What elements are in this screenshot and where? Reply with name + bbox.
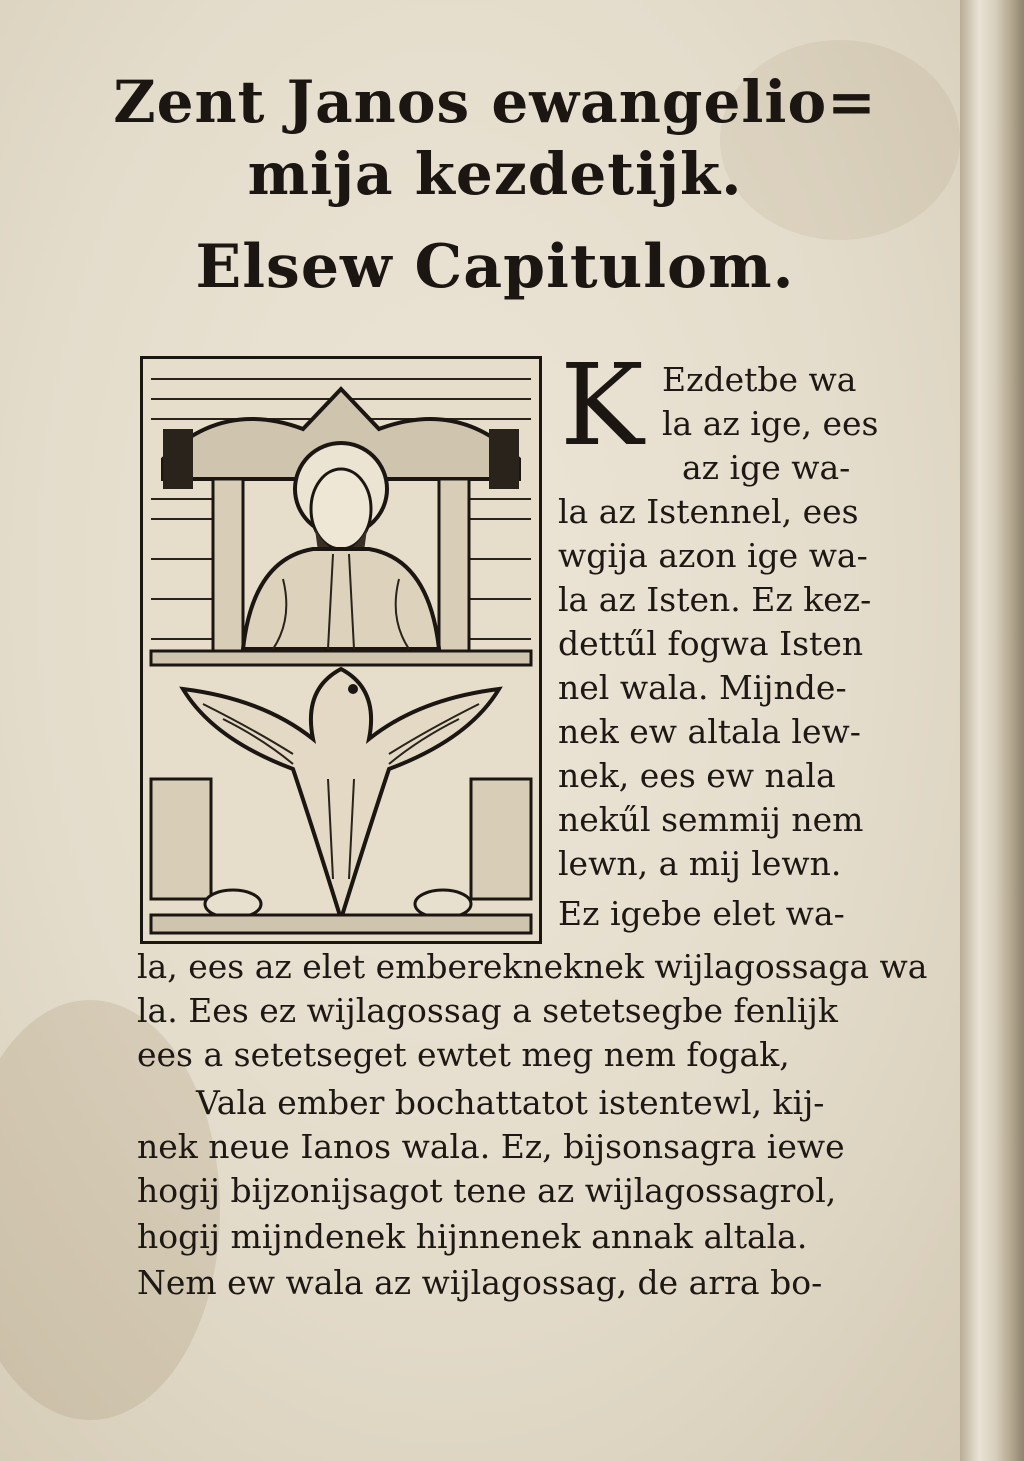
text-line: dettűl fogwa Isten	[558, 624, 864, 663]
text-line: wgija azon ige wa-	[558, 536, 868, 575]
title-line-2: mija kezdetijk.	[247, 140, 743, 208]
drop-cap-initial: K	[560, 341, 644, 471]
text-line: hogij bijzonijsagot tene az wijlagossagrol,	[137, 1171, 837, 1210]
text-line: Ez igebe elet wa-	[558, 894, 845, 933]
text-line: hogij mijndenek hijnnenek annak altala.	[137, 1217, 808, 1256]
chapter-heading: Elsew Capitulom.	[195, 232, 795, 302]
text-line: lewn, a mij lewn.	[558, 844, 842, 883]
text-line: Vala ember bochattatot istentewl, kij-	[196, 1083, 825, 1122]
title-line-1: Zent Janos ewangelio=	[113, 68, 877, 136]
text-line: az ige wa-	[682, 448, 851, 487]
text-line: la az Istennel, ees	[558, 492, 859, 531]
text-line: nel wala. Mijnde-	[558, 668, 847, 707]
text-line: la az ige, ees	[662, 404, 879, 443]
text-line: Ezdetbe wa	[662, 360, 857, 399]
woodcut-illustration	[140, 356, 542, 944]
evangelist-eagle-icon	[143, 359, 539, 941]
text-line: ees a setetseget ewtet meg nem fogak,	[137, 1035, 790, 1074]
book-spine-edge	[960, 0, 1024, 1461]
text-line: nek, ees ew nala	[558, 756, 836, 795]
text-line: nekűl semmij nem	[558, 800, 864, 839]
text-line: la az Isten. Ez kez-	[558, 580, 872, 619]
text-line: Nem ew wala az wijlagossag, de arra bo-	[137, 1263, 823, 1302]
text-line: nek ew altala lew-	[558, 712, 861, 751]
text-line: nek neue Ianos wala. Ez, bijsonsagra iewe	[137, 1127, 845, 1166]
text-line: la, ees az elet emberekneknek wijlagossaga wa	[137, 947, 928, 986]
text-line: la. Ees ez wijlagossag a setetsegbe fenlijk	[137, 991, 838, 1030]
